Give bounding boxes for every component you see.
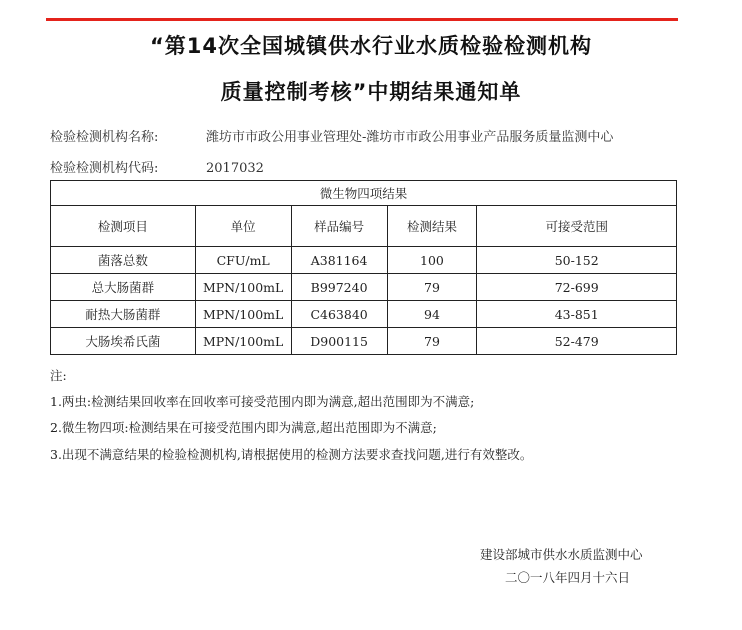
note-item-1: 1.两虫:检测结果回收率在回收率可接受范围内即为满意,超出范围即为不满意; — [50, 394, 475, 409]
cell-sample-id: A381164 — [291, 247, 387, 274]
cell-acceptable-range: 50-152 — [477, 247, 677, 274]
cell-test-item: 总大肠菌群 — [51, 274, 196, 301]
cell-result: 94 — [387, 301, 477, 328]
issuer-name: 建设部城市供水水质监测中心 — [480, 547, 643, 562]
cell-unit: MPN/100mL — [195, 301, 291, 328]
cell-test-item: 耐热大肠菌群 — [51, 301, 196, 328]
header-red-rule — [46, 18, 678, 21]
cell-unit: MPN/100mL — [195, 274, 291, 301]
cell-unit: CFU/mL — [195, 247, 291, 274]
cell-unit: MPN/100mL — [195, 328, 291, 355]
table-row — [51, 247, 677, 274]
results-table — [50, 180, 677, 355]
notes-heading: 注: — [50, 368, 67, 383]
note-item-2: 2.微生物四项:检测结果在可接受范围内即为满意,超出范围即为不满意; — [50, 420, 437, 435]
cell-acceptable-range: 43-851 — [477, 301, 677, 328]
document-title-line-1: “第14次全国城镇供水行业水质检验检测机构 — [149, 34, 593, 58]
table-caption-row — [51, 181, 677, 206]
header-result: 检测结果 — [387, 206, 477, 247]
table-caption: 微生物四项结果 — [51, 181, 677, 206]
cell-sample-id: D900115 — [291, 328, 387, 355]
header-sample-id: 样品编号 — [291, 206, 387, 247]
cell-test-item: 菌落总数 — [51, 247, 196, 274]
org-name-value: 潍坊市市政公用事业管理处-潍坊市市政公用事业产品服务质量监测中心 — [206, 130, 614, 145]
table-row — [51, 328, 677, 355]
org-code-value: 2017032 — [206, 161, 264, 176]
cell-result: 79 — [387, 274, 477, 301]
table-row — [51, 301, 677, 328]
header-test-item: 检测项目 — [51, 206, 196, 247]
cell-acceptable-range: 72-699 — [477, 274, 677, 301]
issue-date: 二〇一八年四月十六日 — [505, 570, 631, 585]
table-header-row — [51, 206, 677, 247]
org-name-row — [50, 126, 613, 145]
header-unit: 单位 — [195, 206, 291, 247]
cell-sample-id: B997240 — [291, 274, 387, 301]
cell-acceptable-range: 52-479 — [477, 328, 677, 355]
cell-sample-id: C463840 — [291, 301, 387, 328]
table-row — [51, 274, 677, 301]
cell-result: 100 — [387, 247, 477, 274]
org-code-label: 检验检测机构代码: — [50, 161, 159, 176]
header-acceptable-range: 可接受范围 — [477, 206, 677, 247]
org-name-label: 检验检测机构名称: — [50, 130, 159, 145]
cell-test-item: 大肠埃希氏菌 — [51, 328, 196, 355]
cell-result: 79 — [387, 328, 477, 355]
note-item-3: 3.出现不满意结果的检验检测机构,请根据使用的检测方法要求查找问题,进行有效整改。 — [50, 447, 533, 462]
document-title-line-2: 质量控制考核”中期结果通知单 — [220, 80, 522, 104]
org-code-row — [50, 157, 264, 176]
